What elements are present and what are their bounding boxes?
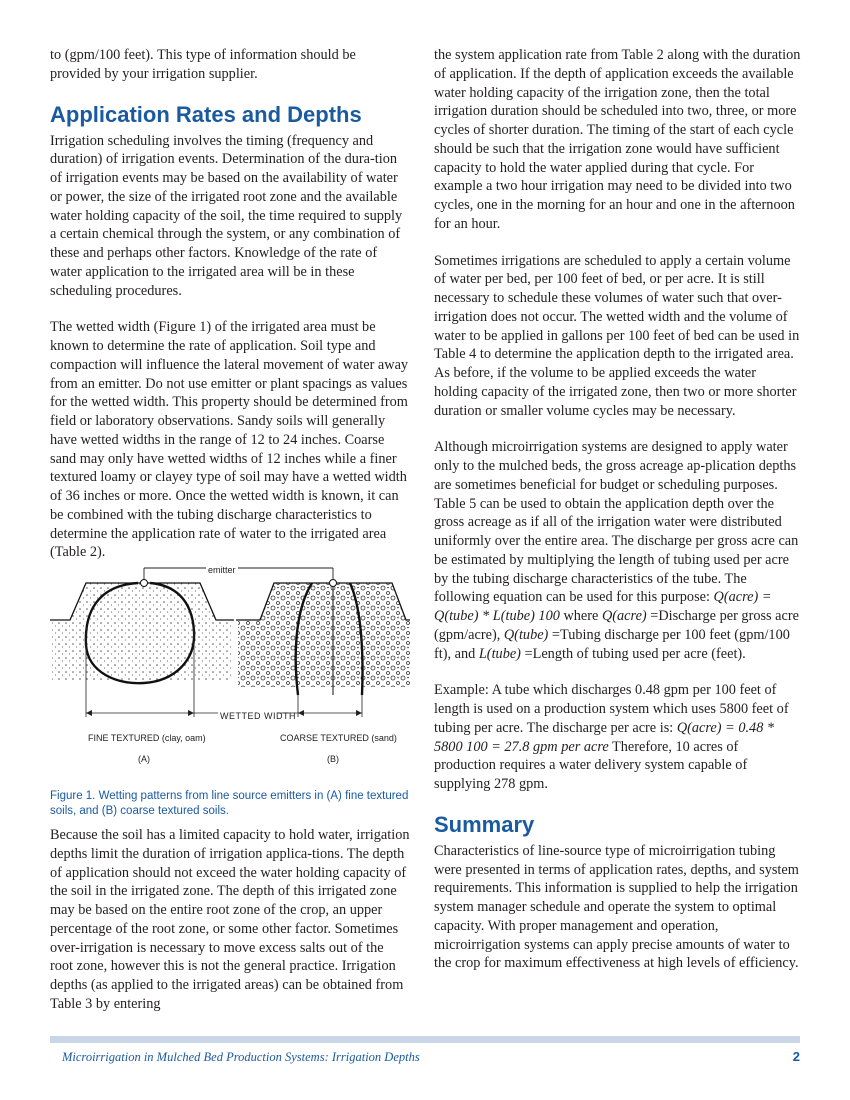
label-wetted-width: WETTED WIDTH <box>220 711 296 721</box>
paragraph-volume: Sometimes irrigations are scheduled to apply a certain volume of water per bed, per 100 feet of bed, or per acre. It is still necessary to schedule these volumes of water such that over-irrigation does not occur. The wetted width and the volume of water to be applied in gallons per 100 feet of bed can be used in Table 4 to determine the application depth to the irrigated area. As before, if the volume to be applied exceeds the water holding capacity of the irrigated zone, then two or more shorter duration or smaller volume cycles may be necessary. <box>434 252 800 419</box>
paragraph-system-rate: the system application rate from Table 2 along with the duration of application. If the depth of application exceeds the available water holding capacity of the irrigation zone, then the total irrigation duration should be scheduled into two, three, or more cycles of shorter duration. The timing of the start of each cycle should be such that the irrigation zone would have sufficient capacity to hold the water applied during that cycle. For example a two hour irrigation may need to be divided into two cycles, one in the morning for an hour and one in the afternoon for an hour. <box>434 47 801 232</box>
figure-caption: Figure 1. Wetting patterns from line source emitters in (A) fine textured soils, and (B) coarse textured soils. <box>50 790 409 817</box>
paragraph-limited-capacity: Because the soil has a limited capacity to hold water, irrigation depths limit the duration of irrigation applica-tions. The depth of application should not exceed the water holding capacity of the soil in the irrigated zone. The depth of this irrigated zone may be based on the entire root zone of the crop, an upper percentage of the root zone, or some other factor. Sometimes over-irrigation is necessary to move excess salts out of the root zone, however this is not the general practice. Irrigation depths (as applied to the irrigated areas) can be obtained from Table 3 by entering <box>50 827 410 1012</box>
footer-title: Microirrigation in Mulched Bed Production Systems: Irrigation Depths <box>62 1050 420 1064</box>
page-number: 2 <box>792 1049 800 1064</box>
footer-rule <box>50 1036 800 1043</box>
paragraph-gross-acreage: Although microirrigation systems are designed to apply water only to the mulched beds, the gross acreage ap-plication depths are sometimes beneficial for budget or scheduling purposes. Table 5 can be used to obtain the application depth over the gross acreage as if all of the irrigation water were distributed uniformly over the entire area. The discharge per gross acre can be estimated by multiplying the length of tubing used per acre by the tubing discharge characteristics of the tube. The following equation can be used for this purpose: Q(acre) = Q(tube) * L(tube) 100 where Q(acre) =Discharge per gross acre (gpm/acre), Q(tube) =Tubing discharge per 100 feet (gpm/100 ft), and L(tube) =Length of tubing used per acre (feet). <box>434 439 799 662</box>
paragraph-intro: to (gpm/100 feet). This type of information should be provided by your irrigation supplier. <box>50 47 356 82</box>
heading-summary: Summary <box>434 811 535 837</box>
paragraph-summary: Characteristics of line-source type of microirrigation tubing were presented in terms of application rates, depths, and system requirements. This information is supplied to help the irrigation system manager schedule and operate the system to optimal capacity. With proper management and operation, microirrigation systems can apply precise amounts of water to the crop for maximum effectiveness at high levels of efficiency. <box>434 842 799 972</box>
paragraph-example: Example: A tube which discharges 0.48 gpm per 100 feet of length is used on a production system which uses 5800 feet of tubing per acre. The discharge per acre is: Q(acre) = 0.48 * 5800 100 = 27.8 gpm per acre Therefore, 10 acres of production requires a water delivery system capable of supplying 278 gpm. <box>434 682 789 792</box>
left-column <box>50 46 410 1014</box>
label-coarse-textured: COARSE TEXTURED (sand) <box>280 733 397 743</box>
figure-wetting-patterns <box>50 565 410 783</box>
paragraph-wetted-width: The wetted width (Figure 1) of the irrigated area must be known to determine the rate of application. Soil type and compaction will influence the lateral movement of water away from an emitter. Do not use emitter or plant spacings as values for the wetted width. This property should be determined from field or laboratory observations. Sandy soils will generally have wetted widths in the range of 12 to 24 inches. Coarse sand may only have wetted widths of 12 inches while a finer textured loamy or clayey type of soil may have a wetted width of 36 inches or more. Once the wetted width is known, it can be combined with the tubing discharge characteristics to determine the application rate of water to the irrigated area (Table 2). <box>50 319 409 561</box>
equation-discharge: Q(acre) = Q(tube) * L(tube) 100 <box>434 589 772 624</box>
wetting-pattern-diagram <box>50 565 410 783</box>
right-column <box>434 46 802 973</box>
emitter-a <box>141 580 148 587</box>
label-a: (A) <box>138 754 150 764</box>
label-fine-textured: FINE TEXTURED (clay, oam) <box>88 733 206 743</box>
label-b: (B) <box>327 754 339 764</box>
emitter-b <box>330 580 337 587</box>
coarse-soil-bed <box>238 583 410 687</box>
paragraph-scheduling: Irrigation scheduling involves the timing (frequency and duration) of irrigation events. Determination of the dura-tion of irrigation events may be based on the availability of water or power, the size of the irrigated root zone and the available water holding capacity of the soil, the time required to supply a certain chemical through the system, or any combination of these and perhaps other factors. Knowledge of the rate of water application to the irrigated area will be in these scheduling procedures. <box>50 132 403 299</box>
equation-example: Q(acre) = 0.48 * 5800 100 = 27.8 gpm per acre <box>434 719 775 755</box>
label-emitter: emitter <box>206 561 238 580</box>
heading-application-rates: Application Rates and Depths <box>50 101 362 127</box>
